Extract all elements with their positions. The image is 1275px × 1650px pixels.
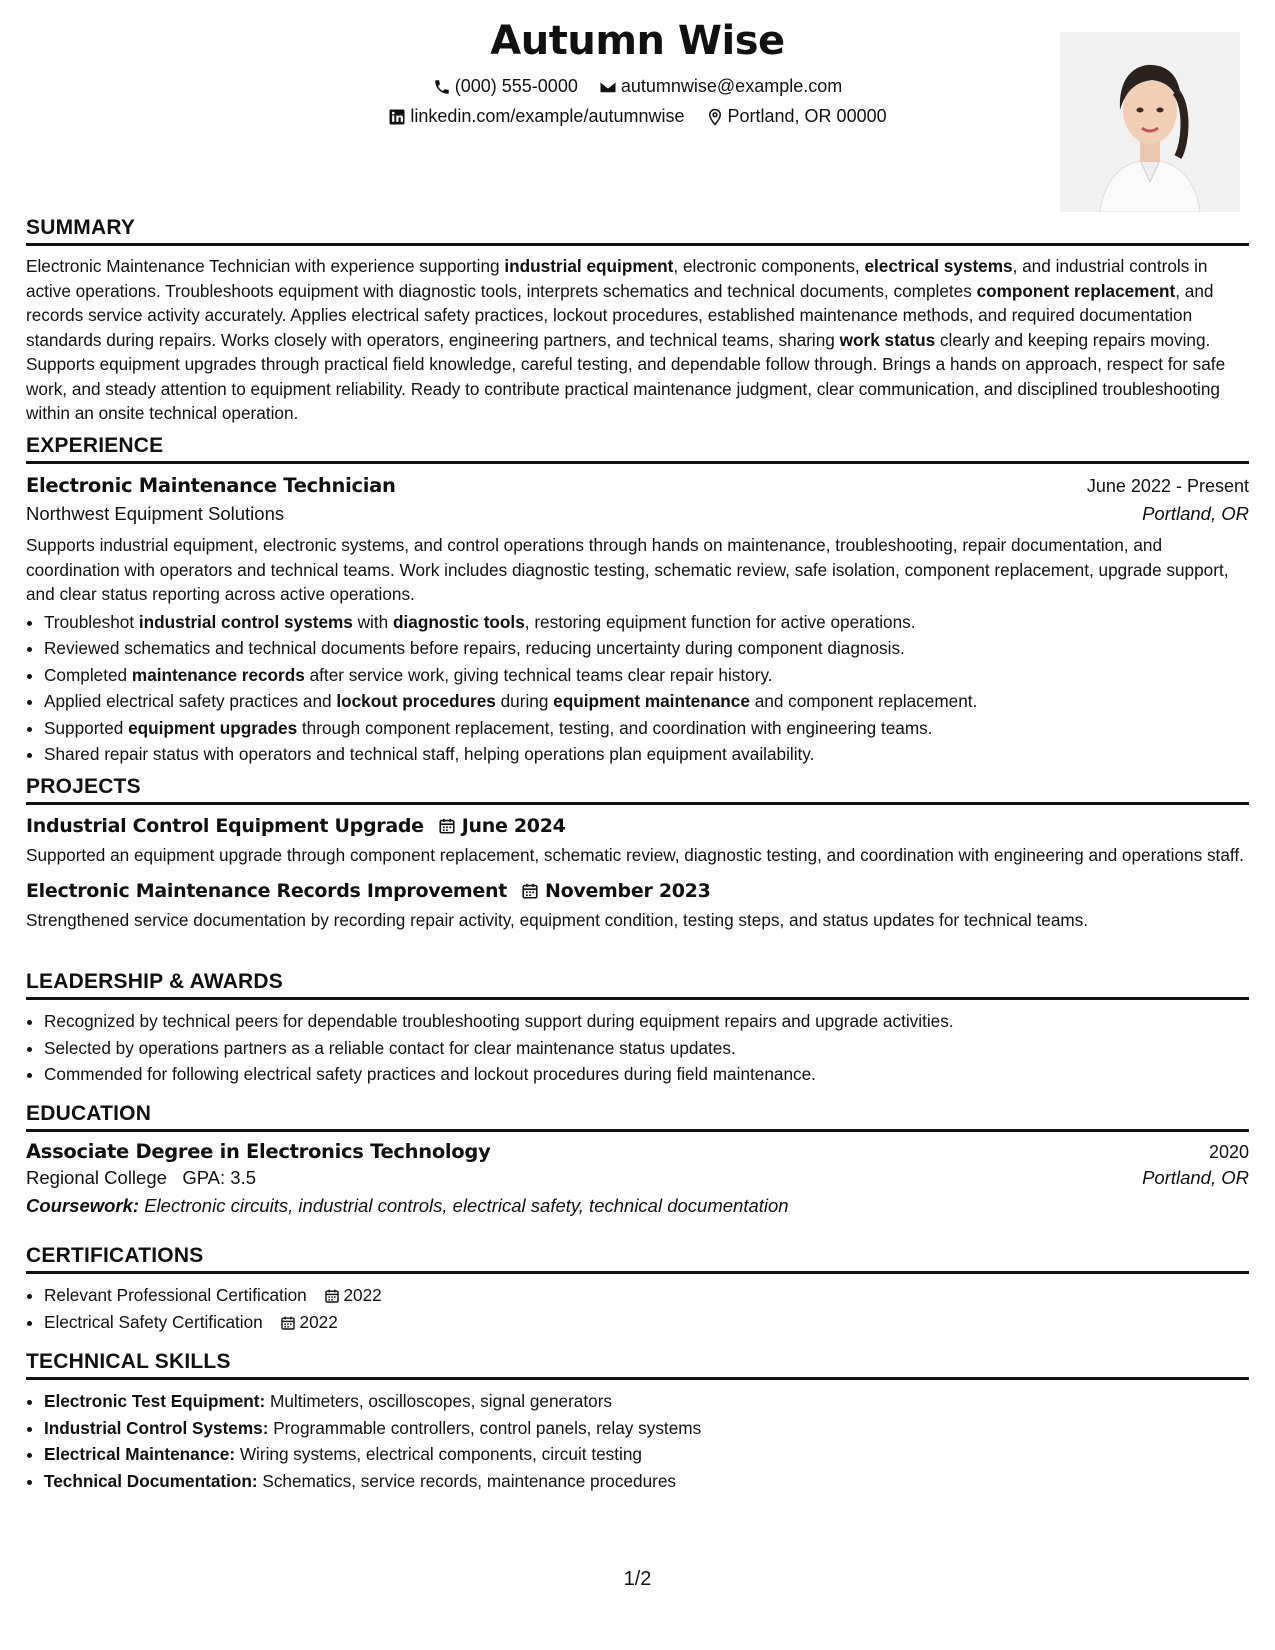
section-title-certifications: CERTIFICATIONS [26,1244,1249,1274]
calendar-icon [280,1315,296,1331]
gpa: GPA: 3.5 [182,1167,257,1188]
job-dates: June 2022 - Present [1086,476,1249,496]
project-description: Supported an equipment upgrade through component replacement, schematic review, diagnostic testing, and coordination with engineering and operations staff. [26,845,1244,865]
page-number: 1/2 [623,1568,652,1590]
bullet-emphasis: maintenance records [131,664,305,685]
skill-value: Programmable controllers, control panels, relay systems [273,1417,702,1438]
bullet-text: Shared repair status with operators and technical staff, helping operations plan equipment availability. [44,744,815,765]
skill-label: Technical Documentation: [44,1470,258,1491]
job-bullet [44,741,1249,768]
education-subheader [26,1167,1249,1189]
projects-section [26,775,1249,932]
job-bullets [26,609,1249,769]
certification-name: Relevant Professional Certification [44,1285,307,1305]
coursework-text: Electronic circuits, industrial controls, electrical safety, technical documentation [144,1195,789,1216]
project-name: Industrial Control Equipment Upgrade [26,815,424,837]
summary-text: Electronic Maintenance Technician with experience supporting [26,256,505,276]
linkedin-icon [388,108,406,126]
coursework-label: Coursework: [26,1195,140,1216]
summary-text: , and industrial controls in active operations. Troubleshoots equipment with diagnostic tools, interprets schematics and technical documents, completes [26,256,1208,301]
phone-item [433,76,578,97]
bullet-text: with [352,611,393,632]
summary-emphasis: industrial equipment [504,256,674,276]
phone-number: (000) 555-0000 [454,76,578,96]
education-header [26,1140,1249,1163]
job-location: Portland, OR [1142,503,1249,524]
job-bullet [44,609,1249,636]
certification-year: 2022 [343,1285,382,1305]
calendar-icon [324,1288,340,1304]
section-title-projects: PROJECTS [26,775,1249,805]
skill-item [44,1468,1249,1495]
skill-value: Wiring systems, electrical components, circuit testing [239,1444,642,1465]
skill-label: Electrical Maintenance: [44,1444,236,1465]
skill-item [44,1441,1249,1468]
bullet-text: Reviewed schematics and technical documents before repairs, reducing uncertainty during component diagnosis. [44,638,905,659]
project-date: November 2023 [545,879,711,902]
linkedin-url[interactable]: linkedin.com/example/autumnwise [410,106,685,126]
project-description: Strengthened service documentation by recording repair activity, equipment condition, testing steps, and status updates for technical teams. [26,909,1089,930]
company-name: Northwest Equipment Solutions [26,503,285,524]
certifications-list [26,1282,1249,1335]
bullet-text: Troubleshot [44,611,139,632]
job-title: Electronic Maintenance Technician [26,474,396,497]
certification-name: Electrical Safety Certification [44,1311,263,1332]
location-text: Portland, OR 00000 [727,106,887,126]
job-bullet [44,688,1249,715]
certification-item [44,1309,1249,1336]
job-bullet [44,662,1249,689]
bullet-text: , restoring equipment function for active operations. [524,611,916,632]
leadership-section [26,970,1249,1088]
graduation-year: 2020 [1208,1142,1249,1162]
bullet-emphasis: diagnostic tools [392,611,525,632]
skills-section [26,1350,1249,1494]
phone-icon [433,78,451,96]
job-subheader [26,503,1249,525]
section-title-education: EDUCATION [26,1102,1249,1132]
school-name: Regional College [26,1167,167,1188]
bullet-text: after service work, giving technical teams clear repair history. [304,664,773,685]
job-bullet [44,715,1249,742]
section-title-summary: SUMMARY [26,216,1249,246]
skill-value: Schematics, service records, maintenance procedures [262,1470,677,1491]
summary-emphasis: electrical systems [864,256,1013,276]
bullet-text: Applied electrical safety practices and [44,691,337,712]
bullet-emphasis: equipment upgrades [128,717,298,738]
certification-year: 2022 [299,1311,338,1332]
email-address[interactable]: autumnwise@example.com [620,76,843,96]
section-title-experience: EXPERIENCE [26,434,1249,464]
location-item [706,106,887,127]
summary-text: , and records service activity accurately. Applies electrical safety practices, lockout procedures, established maintenance methods, and required documentation standards during repairs. Works closely with operators, engineering partners, and technical teams, sharing [26,280,1214,350]
coursework-line [26,1195,1249,1217]
experience-section [26,434,1249,768]
project-name: Electronic Maintenance Records Improvement [26,879,508,902]
certification-item [44,1282,1249,1309]
award-item: • Selected by operations partners as a reliable contact for clear maintenance status updates. [44,1035,1249,1062]
summary-text: , electronic components, [673,256,865,276]
linkedin-item[interactable] [388,106,684,127]
job-header [26,474,1249,497]
email-item[interactable] [599,76,842,97]
bullet-emphasis: lockout procedures [336,691,496,712]
skill-label: Industrial Control Systems: [44,1417,269,1438]
section-title-skills: TECHNICAL SKILLS [26,1350,1249,1380]
degree-name: Associate Degree in Electronics Technology [26,1140,491,1163]
summary-section [26,216,1249,426]
skill-item [44,1388,1249,1415]
bullet-emphasis: industrial control systems [138,611,353,632]
calendar-icon [438,817,456,835]
skill-item [44,1415,1249,1442]
skill-value: Multimeters, oscilloscopes, signal generators [270,1391,613,1411]
project-header [26,880,1249,902]
award-item: • Commended for following electrical safety practices and lockout procedures during field maintenance. [44,1061,1249,1088]
education-section [26,1102,1249,1217]
bullet-text: and component replacement. [749,691,978,712]
bullet-text: during [495,691,554,712]
summary-emphasis: component replacement [976,280,1176,301]
resume-page [26,0,1249,1650]
envelope-icon [599,78,617,96]
job-bullet [44,635,1249,662]
school-location: Portland, OR [1142,1167,1249,1188]
award-item: • Recognized by technical peers for dependable troubleshooting support during equipment repairs and upgrade activities. [44,1008,1249,1035]
skill-label: Electronic Test Equipment: [44,1391,266,1411]
project-date: June 2024 [461,815,566,837]
job-description: Supports industrial equipment, electronic systems, and control operations through hands on maintenance, troubleshooting, repair documentation, and coordination with operators and technical teams. Work includes diagnostic testing, schematic review, safe isolation, component replacement, upgrade support, and clear status reporting across active operations. [26,535,1229,604]
project-header [26,815,1249,837]
bullet-text: Supported [44,717,129,738]
bullet-text: through component replacement, testing, and coordination with engineering teams. [297,717,933,738]
awards-list [26,1008,1249,1088]
bullet-text: Completed [44,664,132,685]
bullet-emphasis: equipment maintenance [553,691,750,712]
map-pin-icon [706,108,724,126]
section-title-leadership: LEADERSHIP & AWARDS [26,970,1249,1000]
summary-text: clearly and keeping repairs moving. Supports equipment upgrades through practical field knowledge, careful testing, and dependable follow through. Brings a hands on approach, respect for safe work, and steady attention to equipment reliability. Ready to contribute practical maintenance judgment, clear communication, and disciplined troubleshooting within an onsite technical operation. [26,329,1226,423]
summary-text [26,254,1249,426]
certifications-section [26,1244,1249,1335]
calendar-icon [521,882,539,900]
school-info [26,1167,256,1189]
candidate-name: Autumn Wise [490,18,785,64]
profile-photo [1060,32,1240,212]
skills-list [26,1388,1249,1494]
summary-emphasis: work status [839,329,936,350]
